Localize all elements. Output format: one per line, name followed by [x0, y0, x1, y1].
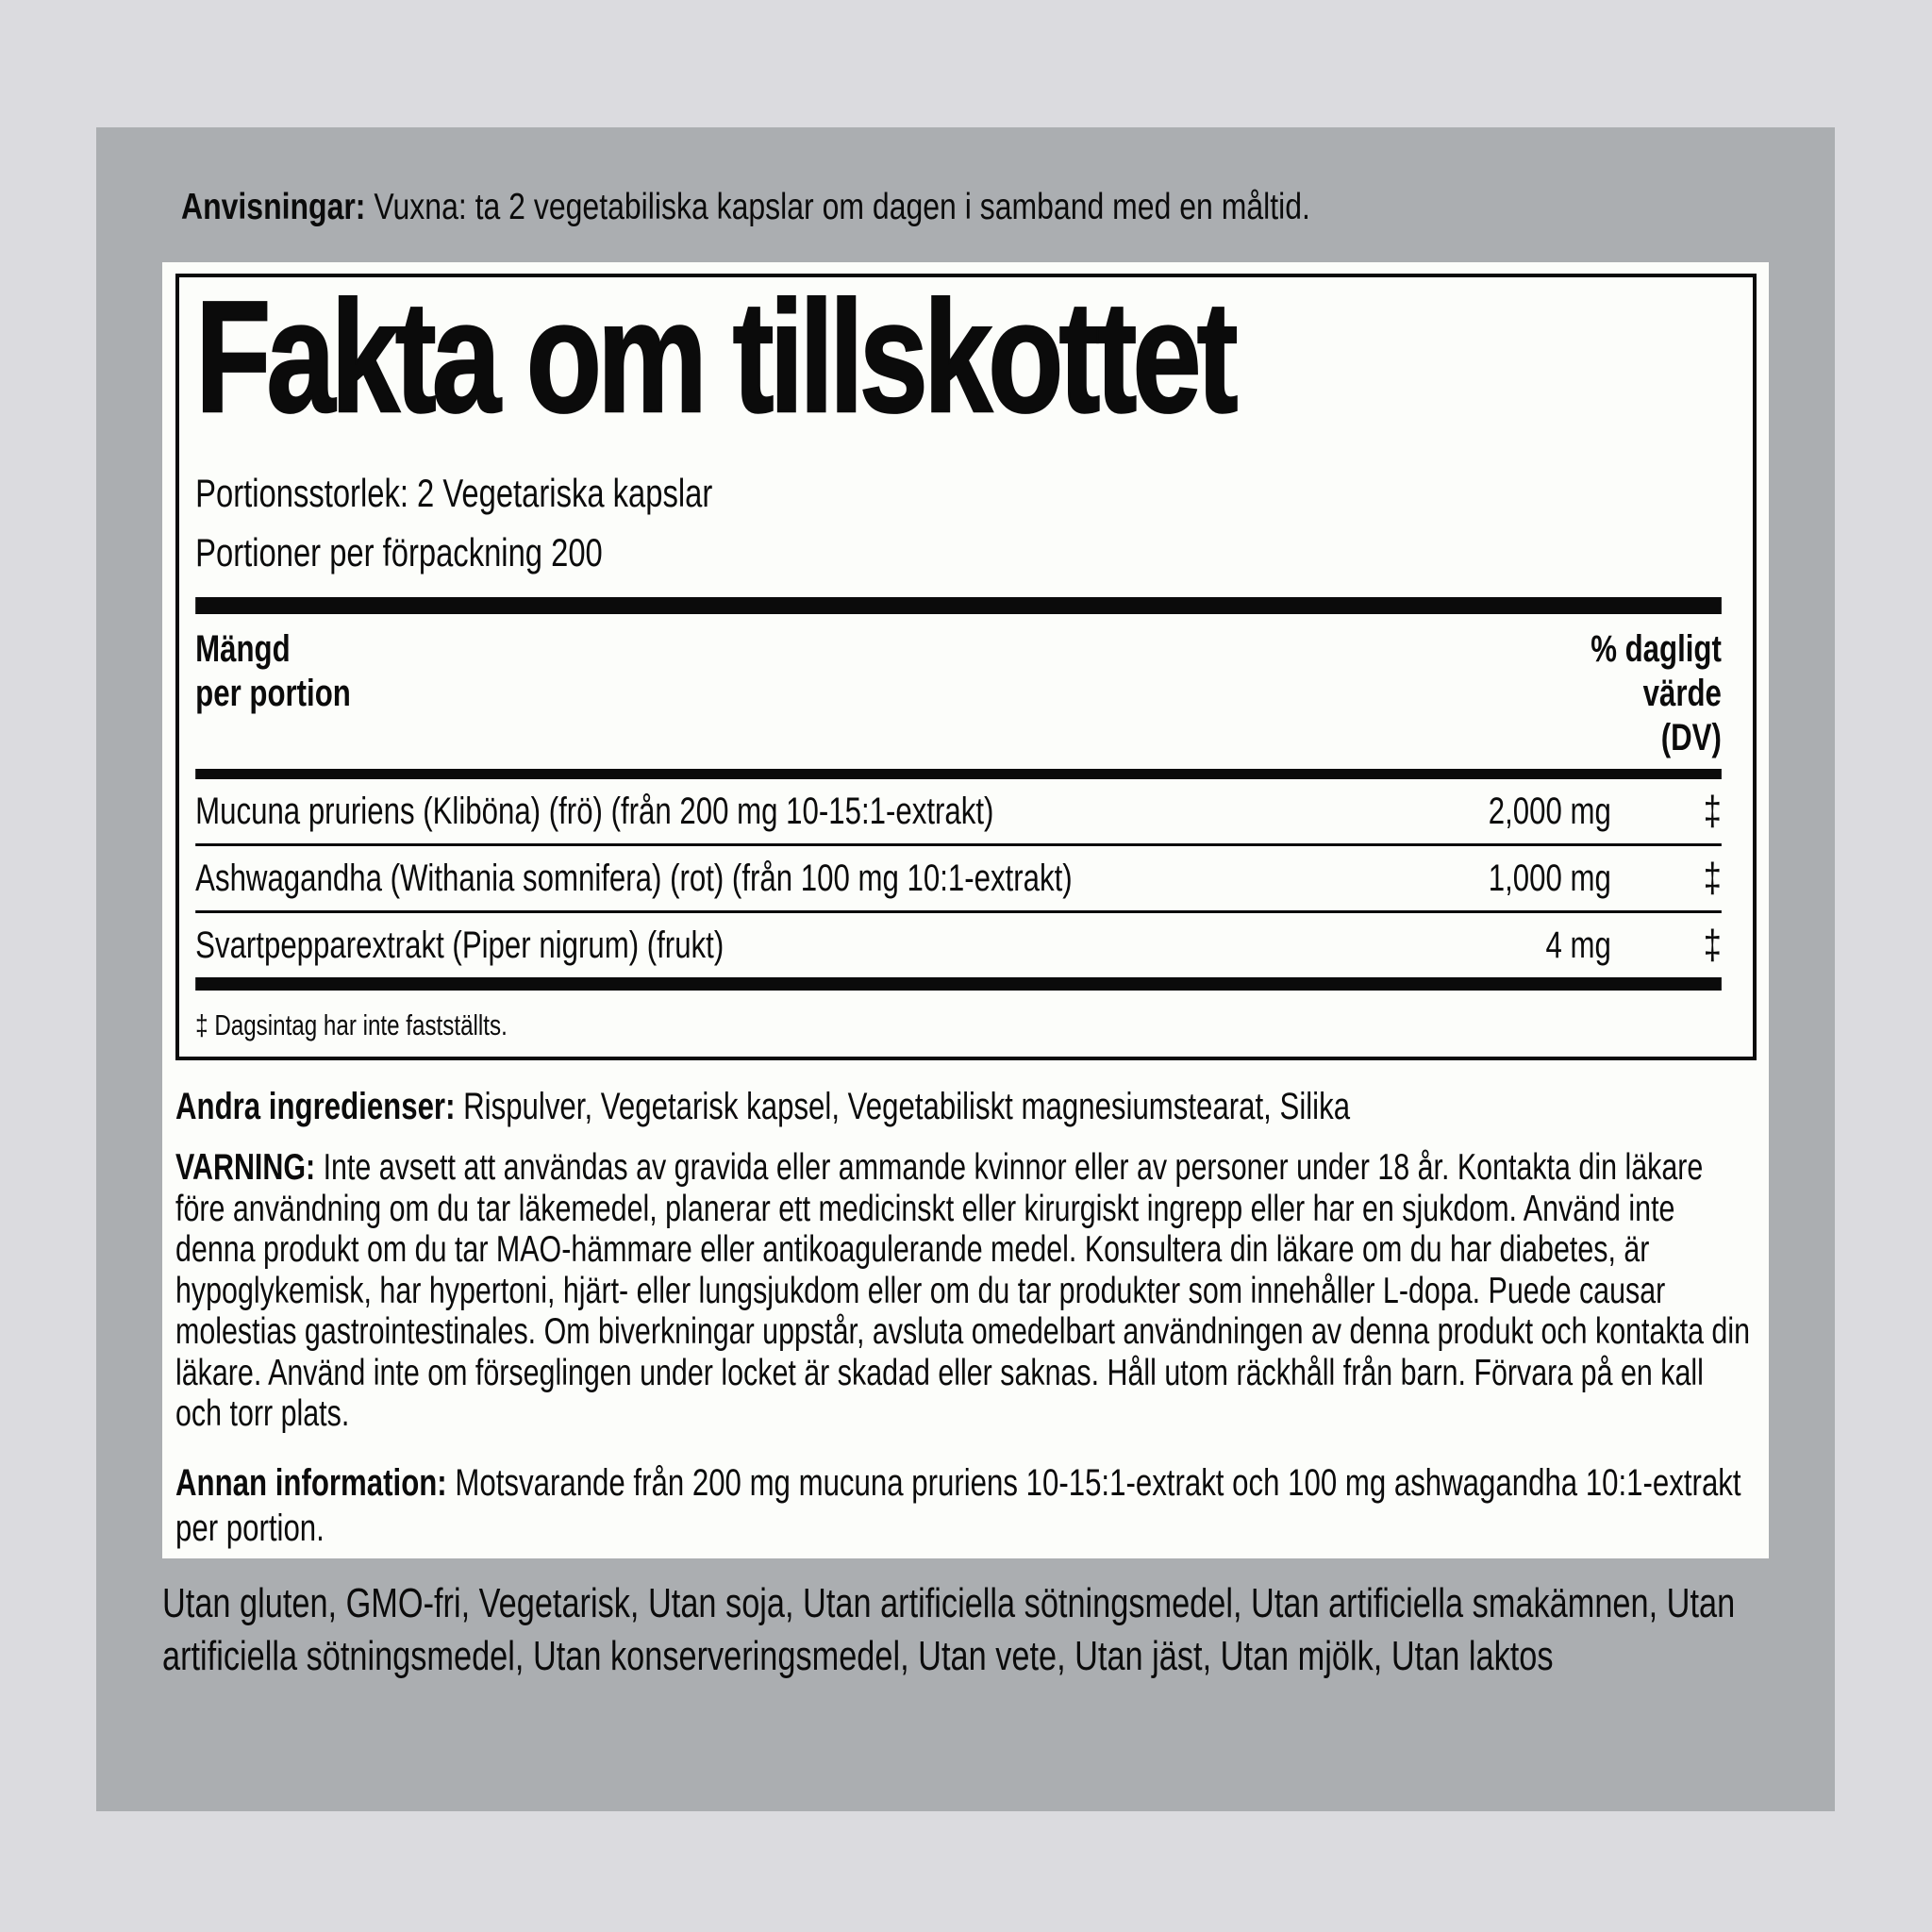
table-row — [195, 779, 1722, 846]
divider-thick-bar — [195, 977, 1722, 991]
facts-title: Fakta om tillskottet — [195, 268, 1234, 445]
dv-header-line1: % dagligt — [1591, 628, 1722, 670]
servings-per-container: Portioner per förpackning 200 — [195, 530, 603, 575]
nutrient-amount: 1,000 mg — [1488, 857, 1611, 899]
amount-column-header — [195, 627, 351, 760]
nutrient-name: Ashwagandha (Withania somnifera) (rot) (från 100 mg 10:1-extrakt) — [195, 857, 1073, 899]
nutrient-daily-value: ‡ — [1703, 922, 1722, 968]
table-row — [195, 846, 1722, 913]
divider-thick-bar — [195, 769, 1722, 779]
supplement-facts-box — [175, 268, 1757, 1060]
free-from-claims: Utan gluten, GMO-fri, Vegetarisk, Utan soja, Utan artificiella sötningsmedel, Utan artificiella smakämnen, Utan artificiella sötningsmedel, Utan konserveringsmedel, Utan vete, Utan jäst, Utan mjölk, Utan laktos — [162, 1580, 1736, 1679]
table-header-row — [195, 627, 1722, 760]
directions-label: Anvisningar: — [181, 187, 366, 227]
dv-header-line3: (DV) — [1660, 717, 1722, 758]
warning-text: Inte avsett att användas av gravida eller ammande kvinnor eller av personer under 18 år. Kontakta din läkare före användning om du tar läkemedel, planerar ett medicinskt eller kirurgiskt ingrepp eller har en sjukdom. Använd inte denna produkt om du tar MAO-hämmare eller antikoagulerande medel. Konsultera din läkare om du har diabetes, är hypoglykemisk, har hypertoni, hjärt- eller lungsjukdom eller om du tar produkter som innehåller L-dopa. Puede causar molestias gastrointestinales. Om biverkningar uppstår, avsluta omedelbart användningen av denna produkt och kontakta din läkare. Använd inte om förseglingen under locket är skadad eller saknas. Håll utom räckhåll från barn. Förvara på en kall och torr plats. — [175, 1147, 1751, 1434]
nutrient-name: Svartpepparextrakt (Piper nigrum) (frukt) — [195, 924, 724, 966]
supplement-facts-content — [179, 268, 1738, 1043]
warning-paragraph — [175, 1147, 1757, 1435]
amount-header-line2: per portion — [195, 673, 351, 714]
nutrient-amount: 2,000 mg — [1488, 790, 1611, 832]
nutrient-daily-value: ‡ — [1703, 788, 1722, 834]
other-ingredients — [175, 1085, 1757, 1129]
nutrient-amount: 4 mg — [1545, 924, 1611, 966]
other-information-label: Annan information: — [175, 1462, 447, 1504]
other-information-text: Motsvarande från 200 mg mucuna pruriens 10-15:1-extrakt och 100 mg ashwagandha 10:1-extrakt per portion. — [175, 1462, 1741, 1549]
serving-size: Portionsstorlek: 2 Vegetariska kapslar — [195, 471, 713, 515]
nutrient-daily-value: ‡ — [1703, 855, 1722, 901]
daily-value-column-header — [1591, 627, 1722, 760]
warning-label: VARNING: — [175, 1147, 316, 1188]
directions-line — [181, 185, 1310, 230]
dv-header-line2: värde — [1642, 673, 1722, 714]
directions-text: Vuxna: ta 2 vegetabiliska kapslar om dagen i samband med en måltid. — [374, 187, 1310, 227]
daily-value-footnote: ‡ Dagsintag har inte fastställts. — [195, 1008, 508, 1041]
nutrient-name: Mucuna pruriens (Kliböna) (frö) (från 200 mg 10-15:1-extrakt) — [195, 790, 994, 832]
divider-thick-bar — [195, 597, 1722, 614]
amount-header-line1: Mängd — [195, 628, 291, 670]
other-ingredients-label: Andra ingredienser: — [175, 1086, 456, 1127]
other-ingredients-text: Rispulver, Vegetarisk kapsel, Vegetabiliskt magnesiumstearat, Silika — [463, 1086, 1351, 1127]
other-information — [175, 1460, 1757, 1551]
table-row — [195, 913, 1722, 977]
